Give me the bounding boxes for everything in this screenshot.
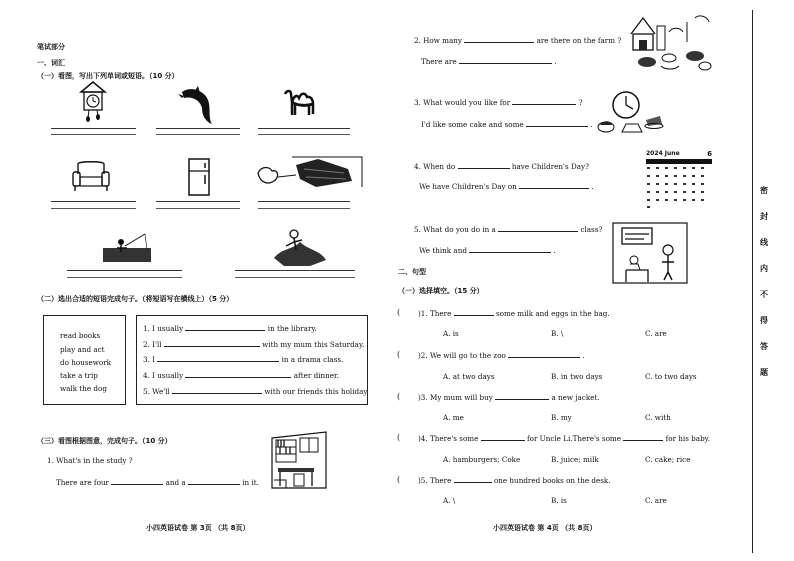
question-3-answer-blank[interactable] [526,121,588,127]
part2-sub1-title: （一）选择填空。（15 分） [398,287,484,295]
housework-picture [256,155,364,195]
sentence-3-blank[interactable] [157,356,279,362]
seal-char-3: 线 [760,238,768,247]
mc-3-option-b[interactable]: B. my [551,413,572,422]
seal-char-7: 答 [760,342,768,351]
question-5-answer: We think and . [419,246,556,255]
sentence-1-blank[interactable] [185,325,265,331]
mc-2-option-c[interactable]: C. to two days [645,372,697,381]
classroom-picture [612,222,688,284]
question-4-blank[interactable] [458,163,510,169]
sentence-4: 4. I usually after dinner. [143,371,339,380]
question-1-blank-a[interactable] [111,479,163,485]
section-title: 笔试部分 [37,43,65,51]
question-1-blank-b[interactable] [188,479,240,485]
phrase-5: walk the dog [60,384,107,393]
mc-5-blank[interactable] [454,477,492,483]
mc-1-option-b[interactable]: B. \ [551,329,564,338]
question-4-answer-blank[interactable] [519,183,589,189]
question-4: 4. When do have Children's Day? [414,162,589,171]
question-2-answer: There are . [421,57,557,66]
sentence-1: 1. I usually in the library. [143,324,317,333]
question-4-answer: We have Children's Day on . [419,182,594,191]
fridge-picture [187,158,211,196]
mc-5-option-a[interactable]: A. \ [443,496,456,505]
mc-4-option-c[interactable]: C. cake; rice [645,455,691,464]
question-1-answer: There are four and a in it. [56,478,259,487]
question-5-answer-blank[interactable] [469,247,551,253]
part1-sub1-title: （一）看图，写出下列单词或短语。（10 分） [37,72,179,80]
question-2-blank[interactable] [464,37,534,43]
mc-2-blank[interactable] [508,352,580,358]
part1-sub3-title: （三）看图根据图意，完成句子。（10 分） [37,437,172,445]
question-3: 3. What would you like for ? [414,98,583,107]
sentence-5-blank[interactable] [172,388,262,394]
phrase-4: take a trip [60,371,98,380]
mc-3-option-c[interactable]: C. with [645,413,671,422]
mc-3-blank[interactable] [495,394,549,400]
mc-5-option-b[interactable]: B. is [551,496,567,505]
mc-5-option-c[interactable]: C. are [645,496,667,505]
mc-3-option-a[interactable]: A. me [443,413,464,422]
mc-2-question: )2. We will go to the zoo . [418,351,585,360]
sentence-2-blank[interactable] [164,341,260,347]
phrase-1: read books [60,331,101,340]
mc-5-answer-paren[interactable]: ( [397,475,401,484]
fishing-picture [103,232,151,264]
mc-1-option-c[interactable]: C. are [645,329,667,338]
mc-1-answer-paren[interactable]: ( [397,308,401,317]
mc-1-question: )1. There some milk and eggs in the bag. [418,309,610,318]
question-3-blank[interactable] [512,99,576,105]
question-1: 1. What's in the study ? [47,456,133,465]
part2-title: 二、句型 [398,268,426,276]
mc-1-option-a[interactable]: A. is [443,329,459,338]
phrase-3: do housework [60,358,112,367]
mc-4-blank-a[interactable] [481,435,525,441]
phrase-2: play and act [60,345,105,354]
part1-sub2-title: （二）选出合适的短语完成句子。（将短语写在横线上）（5 分） [37,295,234,303]
mc-4-option-b[interactable]: B. juice; milk [551,455,599,464]
mc-5-question: )5. There one hundred books on the desk. [418,476,611,485]
question-2-answer-blank[interactable] [459,58,552,64]
dolphin-picture [178,84,218,126]
seal-line [752,10,753,553]
mc-2-option-b[interactable]: B. in two days [551,372,603,381]
mc-4-blank-b[interactable] [623,435,663,441]
seal-char-4: 内 [760,264,768,273]
farm-picture [625,12,717,74]
calendar-picture [646,150,714,210]
question-2: 2. How many are there on the farm ? [414,36,622,45]
part1-title: 一、词汇 [37,59,65,67]
question-5-blank[interactable] [498,226,578,232]
mc-4-option-a[interactable]: A. hamburgers; Coke [443,455,521,464]
dancing-picture [270,228,328,268]
armchair-picture [72,160,110,194]
seal-char-2: 封 [760,212,768,221]
seal-char-5: 不 [760,290,768,299]
sentence-5: 5. We'll with our friends this holiday. [143,387,369,396]
calendar-title: 2024 June [646,150,680,157]
mc-2-option-a[interactable]: A. at two days [443,372,495,381]
calendar-grid [646,166,712,208]
sentence-3: 3. I in a drama class. [143,355,344,364]
sentence-4-blank[interactable] [185,372,291,378]
calendar-month-number: 6 [707,150,712,158]
mc-4-question: )4. There's some for Uncle Li.There's some for his baby. [418,434,711,443]
right-page-footer: 小四英语试卷 第 4页 （共 8页） [493,524,597,532]
question-5: 5. What do you do in a class? [414,225,603,234]
left-page-footer: 小四英语试卷 第 3页 （共 8页） [146,524,250,532]
mc-4-answer-paren[interactable]: ( [397,433,401,442]
question-3-answer: I'd like some cake and some . [421,120,593,129]
seal-char-1: 密 [760,186,768,195]
seal-char-6: 得 [760,316,768,325]
seal-char-8: 题 [760,368,768,377]
study-room-picture [270,430,330,490]
camel-picture [283,88,319,118]
mc-3-answer-paren[interactable]: ( [397,392,401,401]
mc-1-blank[interactable] [454,310,494,316]
clock-and-food-picture [596,90,666,138]
sentence-2: 2. I'll with my mum this Saturday. [143,340,365,349]
mc-2-answer-paren[interactable]: ( [397,350,401,359]
mc-3-question: )3. My mum will buy a new jacket. [418,393,600,402]
cuckoo-clock-picture [80,80,106,122]
